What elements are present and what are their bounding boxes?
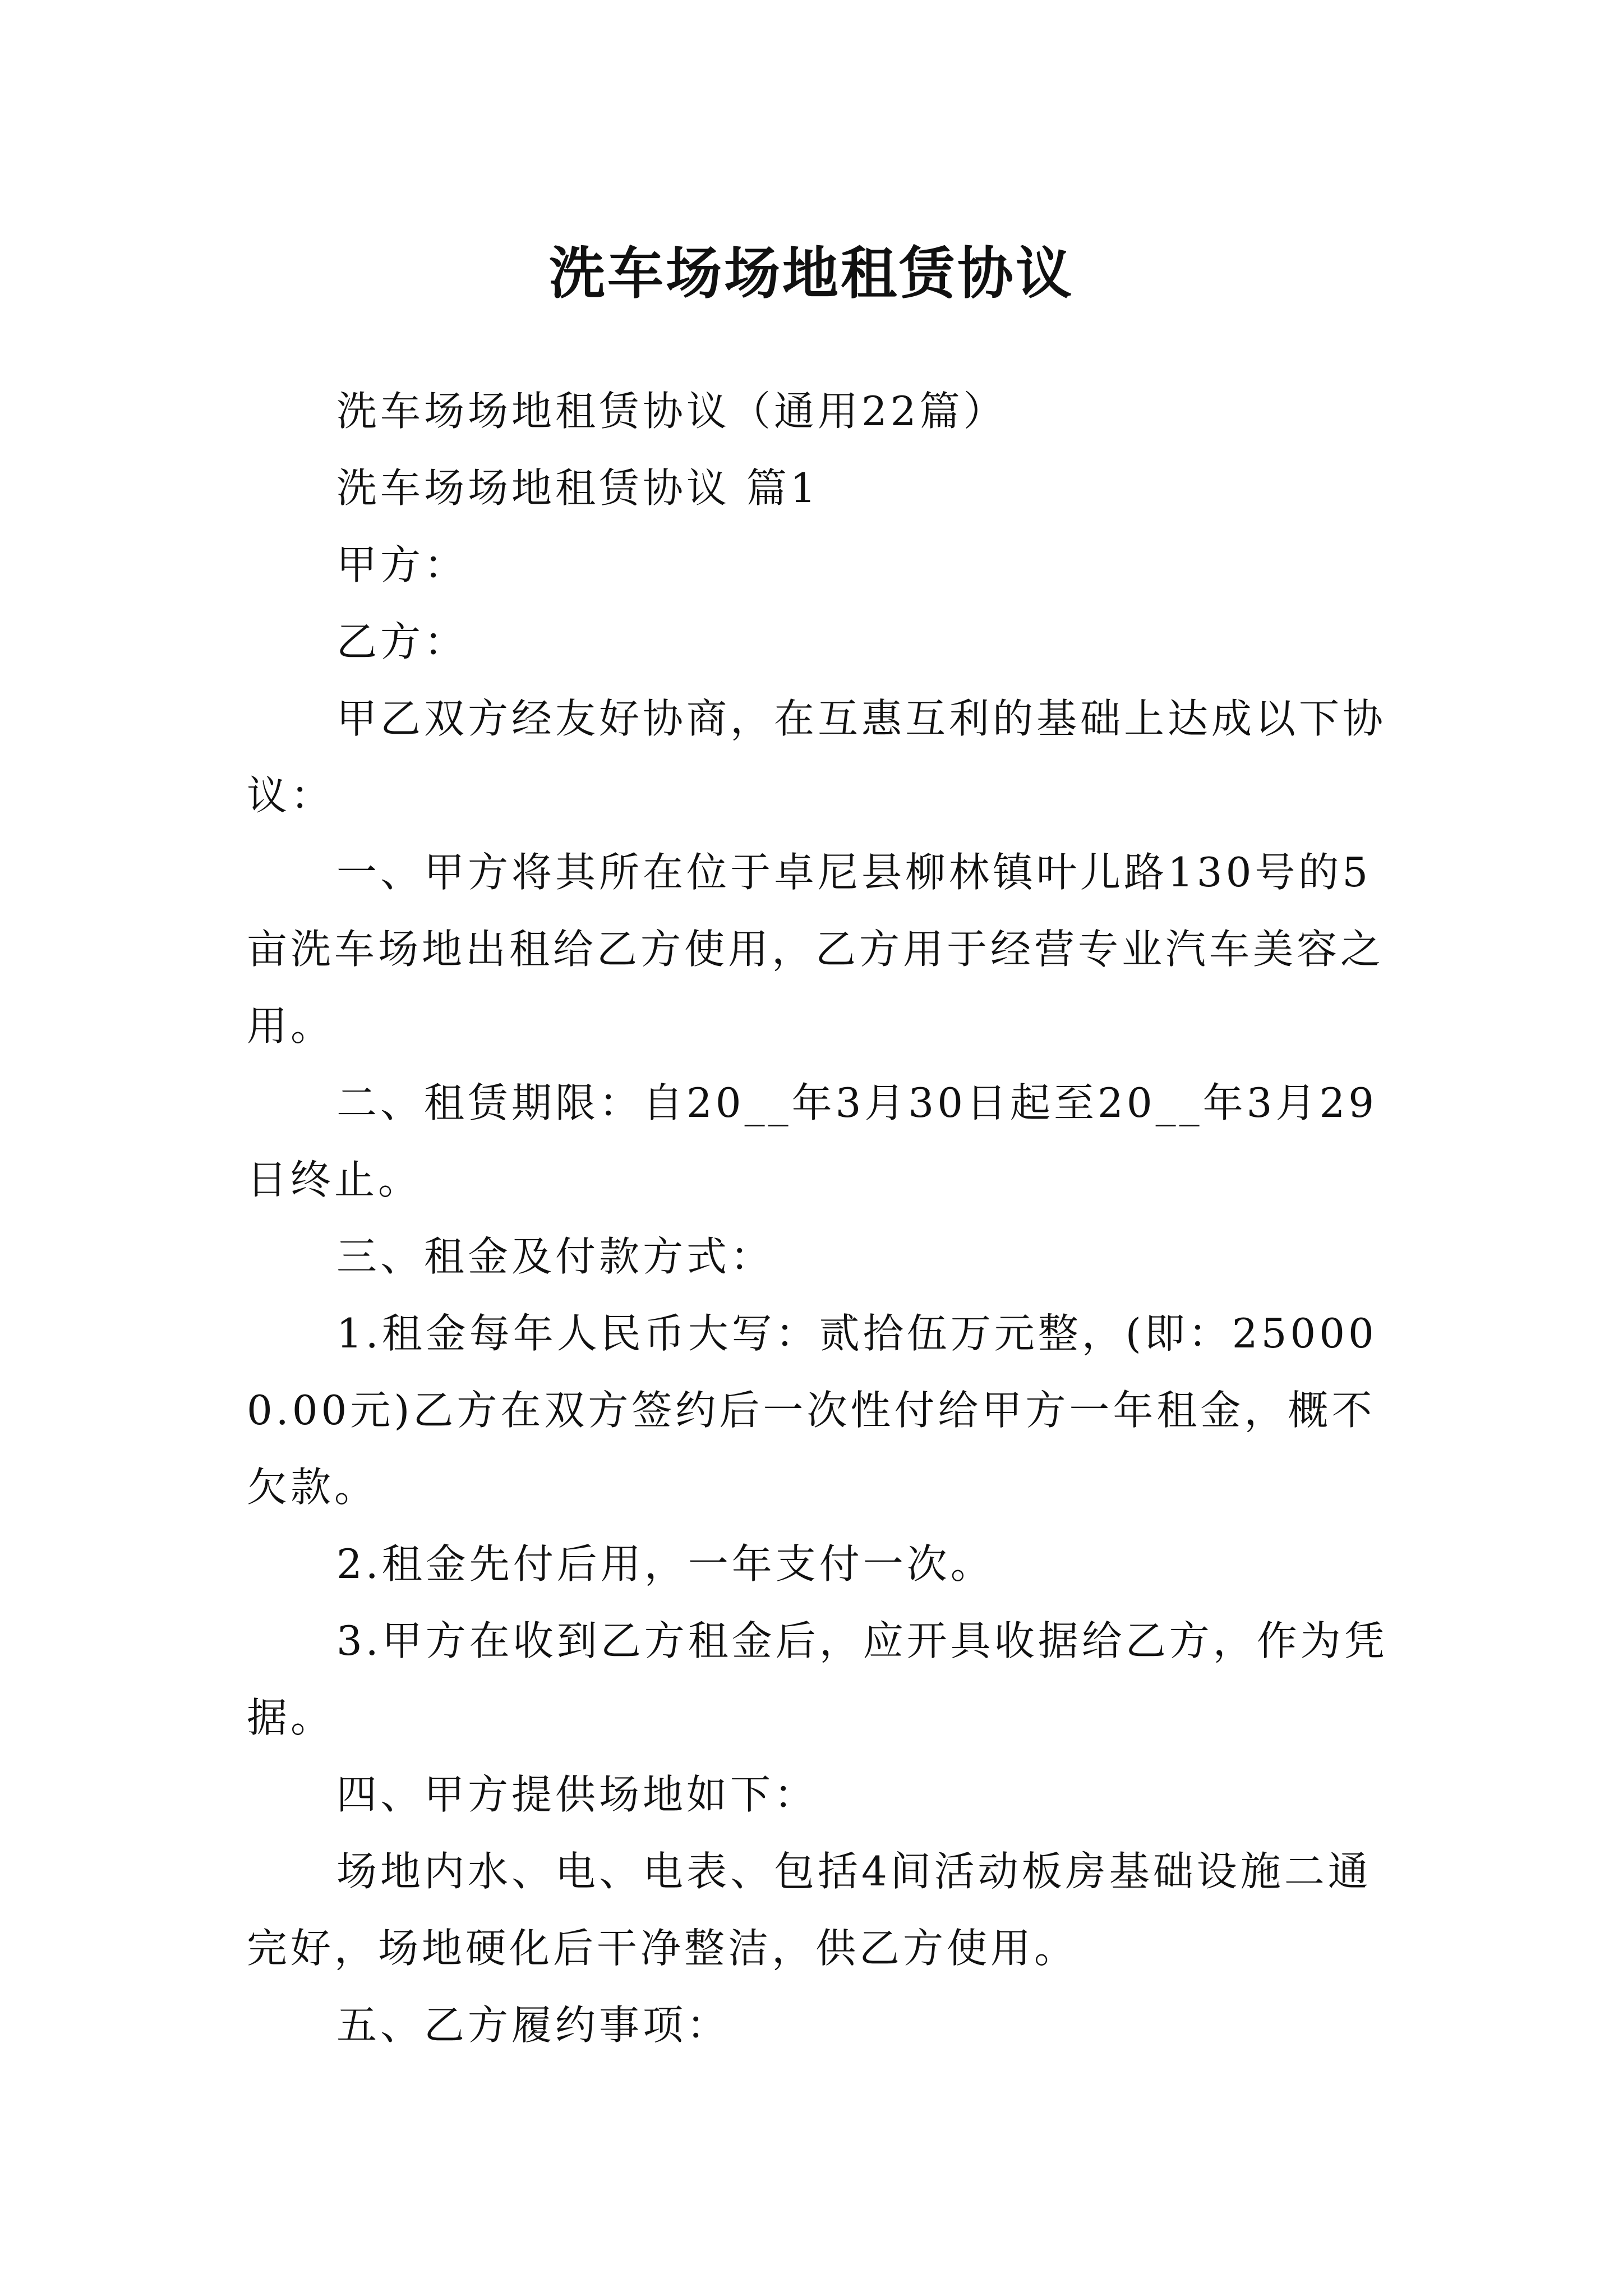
document-body: [247, 373, 1391, 2064]
clause-3-item-2: 2.租金先付后用，一年支付一次。: [336, 1540, 994, 1588]
section-heading: 洗车场场地租赁协议 篇1: [336, 464, 819, 512]
clause-4-heading: 四、甲方提供场地如下：: [336, 1771, 818, 1818]
clause-3-item-1: 1.租金每年人民币大写：贰拾伍万元整，(即：250000.00元)乙方在双方签约后一次性付给甲方一年租金，概不欠款。: [247, 1310, 1377, 1511]
clause-1: 一、甲方将其所在位于卓尼县柳林镇叶儿路130号的5亩洗车场地出租给乙方使用，乙方用于经营专业汽车美容之用。: [247, 849, 1385, 1050]
party-b-label: 乙方：: [336, 618, 468, 665]
document-title: 洗车场场地租赁协议: [549, 240, 1074, 306]
clause-2: 二、租赁期限：自20__年3月30日起至20__年3月29日终止。: [247, 1079, 1378, 1203]
intro-paragraph: 甲乙双方经友好协商，在互惠互利的基础上达成以下协议：: [247, 695, 1387, 819]
clause-3-item-3: 3.甲方在收到乙方租金后，应开具收据给乙方，作为凭据。: [247, 1617, 1388, 1741]
clause-5-heading: 五、乙方履约事项：: [336, 2001, 731, 2049]
subtitle-paragraph: 洗车场场地租赁协议（通用22篇）: [336, 388, 1007, 435]
party-a-label: 甲方：: [336, 541, 468, 588]
clause-4-body: 场地内水、电、电表、包括4间活动板房基础设施二通完好，场地硬化后干净整洁，供乙方使用。: [247, 1848, 1372, 1972]
clause-3-heading: 三、租金及付款方式：: [336, 1233, 774, 1280]
